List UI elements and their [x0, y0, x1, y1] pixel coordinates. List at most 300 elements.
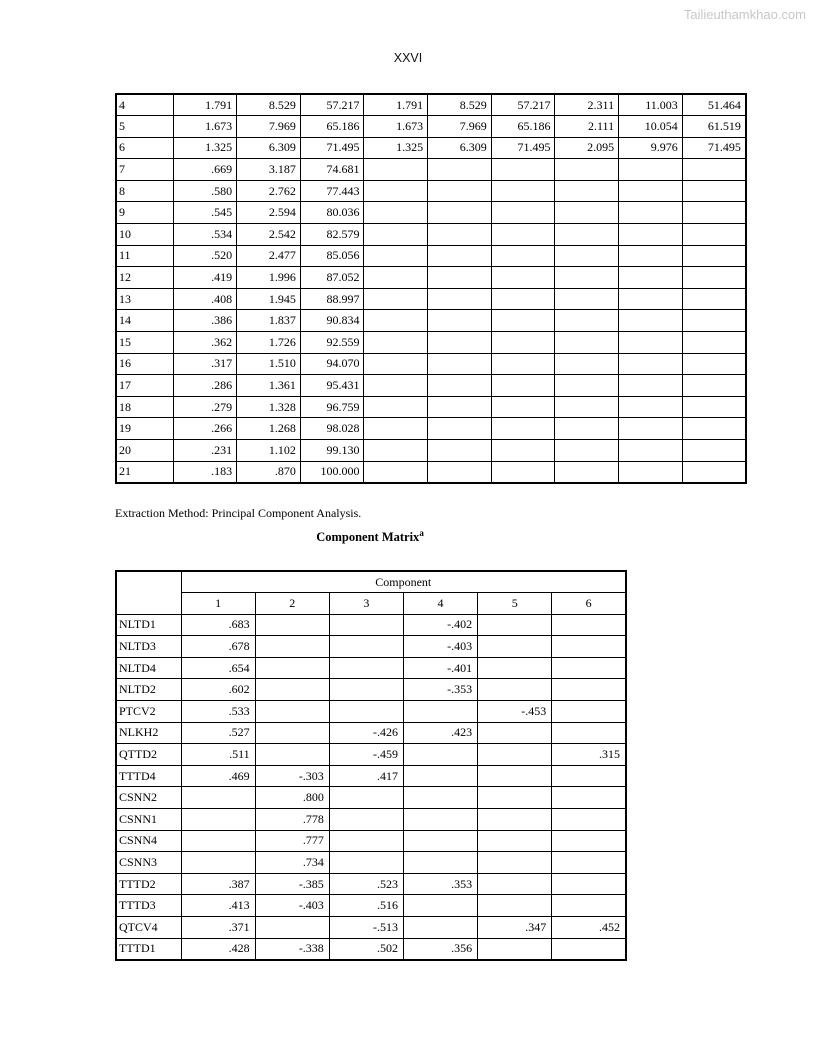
variance-value-cell	[491, 180, 555, 202]
variance-table-row	[116, 180, 746, 202]
variance-value-cell: 57.217	[300, 94, 364, 116]
loading-value-cell: .413	[181, 895, 255, 917]
loading-value-cell: .347	[478, 917, 552, 939]
loading-value-cell: -.402	[403, 614, 477, 636]
component-number-cell: 4	[116, 94, 173, 116]
variance-value-cell	[619, 396, 683, 418]
variance-value-cell: 100.000	[300, 461, 364, 483]
loading-value-cell: .423	[403, 722, 477, 744]
loading-value-cell	[255, 744, 329, 766]
variance-value-cell	[619, 288, 683, 310]
variance-value-cell: 51.464	[682, 94, 746, 116]
variance-value-cell: 7.969	[237, 116, 301, 138]
loading-value-cell: .777	[255, 830, 329, 852]
loading-value-cell: .516	[329, 895, 403, 917]
loading-value-cell	[255, 917, 329, 939]
variable-label-cell: TTTD2	[116, 873, 181, 895]
variance-value-cell: 90.834	[300, 310, 364, 332]
variance-value-cell	[364, 245, 428, 267]
variance-value-cell	[491, 159, 555, 181]
component-number-cell: 21	[116, 461, 173, 483]
variance-value-cell	[555, 332, 619, 354]
variance-value-cell: 95.431	[300, 375, 364, 397]
component-number-cell: 8	[116, 180, 173, 202]
variance-value-cell: 1.791	[364, 94, 428, 116]
loading-value-cell	[478, 722, 552, 744]
component-matrix-row	[116, 679, 626, 701]
variance-value-cell: 1.837	[237, 310, 301, 332]
variance-value-cell	[555, 396, 619, 418]
loading-value-cell	[181, 809, 255, 831]
loading-value-cell	[255, 614, 329, 636]
loading-value-cell	[403, 852, 477, 874]
variance-value-cell: 1.325	[364, 137, 428, 159]
loading-value-cell: -.403	[255, 895, 329, 917]
variable-label-cell: CSNN3	[116, 852, 181, 874]
variance-value-cell	[619, 180, 683, 202]
variance-value-cell	[364, 159, 428, 181]
variance-value-cell	[682, 180, 746, 202]
variance-value-cell	[491, 202, 555, 224]
corner-cell	[116, 571, 181, 614]
loading-value-cell	[403, 830, 477, 852]
variance-value-cell	[555, 245, 619, 267]
loading-value-cell: .502	[329, 938, 403, 960]
loading-value-cell	[403, 744, 477, 766]
variable-label-cell: TTTD3	[116, 895, 181, 917]
loading-value-cell: -.353	[403, 679, 477, 701]
variance-value-cell	[619, 332, 683, 354]
loading-value-cell	[403, 917, 477, 939]
variance-value-cell: .279	[173, 396, 237, 418]
variable-label-cell: PTCV2	[116, 701, 181, 723]
loading-value-cell: -.513	[329, 917, 403, 939]
variance-value-cell	[364, 288, 428, 310]
loading-value-cell	[478, 614, 552, 636]
loading-value-cell	[329, 679, 403, 701]
variable-label-cell: CSNN2	[116, 787, 181, 809]
variance-value-cell	[619, 440, 683, 462]
variance-value-cell	[364, 440, 428, 462]
variance-value-cell	[364, 418, 428, 440]
column-header-cell: 5	[478, 593, 552, 615]
variable-label-cell: QTTD2	[116, 744, 181, 766]
variance-value-cell	[682, 202, 746, 224]
component-number-cell: 18	[116, 396, 173, 418]
variance-value-cell: 88.997	[300, 288, 364, 310]
variance-value-cell	[555, 375, 619, 397]
variance-value-cell: 6.309	[428, 137, 492, 159]
loading-value-cell	[329, 852, 403, 874]
component-number-cell: 5	[116, 116, 173, 138]
variance-value-cell	[619, 461, 683, 483]
variance-value-cell	[619, 267, 683, 289]
loading-value-cell: .602	[181, 679, 255, 701]
loading-value-cell	[329, 636, 403, 658]
variable-label-cell: NLTD4	[116, 657, 181, 679]
variance-value-cell: 2.095	[555, 137, 619, 159]
variance-value-cell	[364, 353, 428, 375]
variance-value-cell: 85.056	[300, 245, 364, 267]
variance-value-cell: .408	[173, 288, 237, 310]
variance-value-cell: .386	[173, 310, 237, 332]
variance-value-cell	[619, 245, 683, 267]
variance-value-cell: 80.036	[300, 202, 364, 224]
column-header-cell: 4	[403, 593, 477, 615]
loading-value-cell	[478, 895, 552, 917]
component-number-cell: 20	[116, 440, 173, 462]
loading-value-cell	[552, 895, 626, 917]
variance-value-cell	[364, 375, 428, 397]
variable-label-cell: NLKH2	[116, 722, 181, 744]
variance-value-cell: 2.594	[237, 202, 301, 224]
loading-value-cell	[329, 614, 403, 636]
loading-value-cell	[552, 787, 626, 809]
loading-value-cell: .734	[255, 852, 329, 874]
variance-value-cell: .362	[173, 332, 237, 354]
variance-value-cell	[555, 310, 619, 332]
variance-value-cell: .580	[173, 180, 237, 202]
component-matrix-row	[116, 722, 626, 744]
loading-value-cell	[552, 938, 626, 960]
variance-value-cell	[682, 288, 746, 310]
column-header-cell: 2	[255, 593, 329, 615]
variance-value-cell: 2.111	[555, 116, 619, 138]
component-number-cell: 15	[116, 332, 173, 354]
component-matrix-title-text: Component Matrix	[316, 530, 420, 545]
loading-value-cell: .417	[329, 765, 403, 787]
variance-value-cell	[682, 418, 746, 440]
loading-value-cell	[329, 809, 403, 831]
variance-value-cell	[364, 180, 428, 202]
column-header-cell: 3	[329, 593, 403, 615]
variance-value-cell: 1.268	[237, 418, 301, 440]
variable-label-cell: NLTD2	[116, 679, 181, 701]
loading-value-cell: .356	[403, 938, 477, 960]
loading-value-cell: -.459	[329, 744, 403, 766]
component-header-cell: Component	[181, 571, 626, 593]
variance-value-cell	[682, 353, 746, 375]
loading-value-cell	[478, 830, 552, 852]
variable-label-cell: CSNN4	[116, 830, 181, 852]
loading-value-cell: -.453	[478, 701, 552, 723]
variance-value-cell	[428, 224, 492, 246]
variance-value-cell	[555, 180, 619, 202]
variance-value-cell: 1.673	[364, 116, 428, 138]
variance-value-cell	[428, 245, 492, 267]
variance-value-cell	[428, 375, 492, 397]
variance-value-cell: .231	[173, 440, 237, 462]
page-number: XXVI	[393, 51, 423, 65]
variance-value-cell	[364, 461, 428, 483]
variance-value-cell	[428, 202, 492, 224]
variance-value-cell	[428, 288, 492, 310]
loading-value-cell	[478, 809, 552, 831]
variance-value-cell	[682, 267, 746, 289]
variance-value-cell	[491, 332, 555, 354]
variable-label-cell: TTTD4	[116, 765, 181, 787]
variance-value-cell	[619, 418, 683, 440]
variance-value-cell: 2.477	[237, 245, 301, 267]
variance-value-cell: .545	[173, 202, 237, 224]
loading-value-cell	[478, 787, 552, 809]
variance-value-cell	[555, 267, 619, 289]
loading-value-cell: .371	[181, 917, 255, 939]
loading-value-cell: -.303	[255, 765, 329, 787]
variance-value-cell	[682, 332, 746, 354]
variable-label-cell: NLTD1	[116, 614, 181, 636]
variable-label-cell: CSNN1	[116, 809, 181, 831]
column-header-cell: 1	[181, 593, 255, 615]
loading-value-cell	[478, 852, 552, 874]
variance-value-cell	[619, 159, 683, 181]
variance-value-cell	[364, 310, 428, 332]
component-number-cell: 10	[116, 224, 173, 246]
variance-value-cell: 1.673	[173, 116, 237, 138]
loading-value-cell	[478, 938, 552, 960]
variance-value-cell: 8.529	[237, 94, 301, 116]
variance-table-row	[116, 440, 746, 462]
variance-value-cell	[555, 353, 619, 375]
variance-value-cell	[682, 159, 746, 181]
loading-value-cell	[329, 830, 403, 852]
variance-value-cell	[428, 310, 492, 332]
column-header-cell: 6	[552, 593, 626, 615]
component-matrix-title-superscript: a	[419, 528, 424, 538]
variance-value-cell	[364, 267, 428, 289]
loading-value-cell	[403, 787, 477, 809]
loading-value-cell: -.403	[403, 636, 477, 658]
variance-value-cell: 77.443	[300, 180, 364, 202]
variance-value-cell: 7.969	[428, 116, 492, 138]
variance-value-cell: 94.070	[300, 353, 364, 375]
component-matrix-row	[116, 765, 626, 787]
variance-value-cell: 92.559	[300, 332, 364, 354]
variance-value-cell: 1.328	[237, 396, 301, 418]
loading-value-cell	[552, 765, 626, 787]
variance-value-cell	[428, 418, 492, 440]
loading-value-cell	[403, 895, 477, 917]
variance-value-cell	[364, 202, 428, 224]
loading-value-cell	[478, 744, 552, 766]
total-variance-explained-table	[115, 93, 747, 484]
variance-value-cell	[364, 332, 428, 354]
component-matrix-row	[116, 852, 626, 874]
component-matrix-title	[115, 528, 625, 545]
variance-table-row	[116, 288, 746, 310]
variance-value-cell	[682, 375, 746, 397]
variance-value-cell: 61.519	[682, 116, 746, 138]
variance-value-cell: 8.529	[428, 94, 492, 116]
loading-value-cell	[255, 657, 329, 679]
component-matrix-row	[116, 614, 626, 636]
loading-value-cell: -.401	[403, 657, 477, 679]
variance-table-row	[116, 224, 746, 246]
component-matrix-row	[116, 917, 626, 939]
component-number-cell: 13	[116, 288, 173, 310]
variance-value-cell	[364, 224, 428, 246]
variance-value-cell	[491, 418, 555, 440]
variance-table-row	[116, 245, 746, 267]
component-number-cell: 17	[116, 375, 173, 397]
loading-value-cell	[552, 873, 626, 895]
variance-value-cell	[682, 396, 746, 418]
loading-value-cell: .527	[181, 722, 255, 744]
variance-table-row	[116, 94, 746, 116]
loading-value-cell: .387	[181, 873, 255, 895]
variance-value-cell	[491, 375, 555, 397]
variance-value-cell: 2.542	[237, 224, 301, 246]
variance-value-cell: 3.187	[237, 159, 301, 181]
loading-value-cell	[329, 701, 403, 723]
variance-value-cell: 1.361	[237, 375, 301, 397]
variance-value-cell	[555, 418, 619, 440]
variance-value-cell	[682, 310, 746, 332]
variance-value-cell: 6.309	[237, 137, 301, 159]
variance-table-row	[116, 461, 746, 483]
variance-table-row	[116, 116, 746, 138]
component-number-cell: 11	[116, 245, 173, 267]
variance-value-cell: .419	[173, 267, 237, 289]
loading-value-cell	[403, 701, 477, 723]
variance-value-cell: .286	[173, 375, 237, 397]
component-number-cell: 16	[116, 353, 173, 375]
loading-value-cell	[478, 636, 552, 658]
loading-value-cell: .800	[255, 787, 329, 809]
variance-value-cell: .183	[173, 461, 237, 483]
variance-value-cell	[428, 440, 492, 462]
component-columns-row	[116, 593, 626, 615]
variance-value-cell: 10.054	[619, 116, 683, 138]
loading-value-cell	[552, 636, 626, 658]
variance-value-cell: 1.726	[237, 332, 301, 354]
variance-value-cell: 65.186	[491, 116, 555, 138]
variable-label-cell: TTTD1	[116, 938, 181, 960]
variance-table-row	[116, 202, 746, 224]
variance-value-cell: .669	[173, 159, 237, 181]
variance-value-cell	[619, 310, 683, 332]
variance-value-cell: 71.495	[491, 137, 555, 159]
variance-value-cell: 1.102	[237, 440, 301, 462]
variance-value-cell	[491, 224, 555, 246]
loading-value-cell	[403, 809, 477, 831]
variance-table-row	[116, 418, 746, 440]
loading-value-cell	[255, 701, 329, 723]
component-matrix-row	[116, 895, 626, 917]
loading-value-cell: .683	[181, 614, 255, 636]
variance-value-cell	[491, 440, 555, 462]
variance-value-cell	[491, 353, 555, 375]
variance-value-cell: 1.510	[237, 353, 301, 375]
component-matrix-row	[116, 873, 626, 895]
loading-value-cell	[181, 787, 255, 809]
variance-value-cell	[428, 396, 492, 418]
variance-value-cell	[491, 245, 555, 267]
component-number-cell: 9	[116, 202, 173, 224]
loading-value-cell: .678	[181, 636, 255, 658]
variance-value-cell	[555, 461, 619, 483]
component-matrix-row	[116, 744, 626, 766]
loading-value-cell	[255, 722, 329, 744]
variance-table-row	[116, 159, 746, 181]
loading-value-cell: -.385	[255, 873, 329, 895]
variance-table-row	[116, 332, 746, 354]
variance-value-cell: 71.495	[682, 137, 746, 159]
loading-value-cell	[478, 657, 552, 679]
variance-value-cell: 1.791	[173, 94, 237, 116]
variance-value-cell: 2.762	[237, 180, 301, 202]
loading-value-cell: .523	[329, 873, 403, 895]
variance-value-cell: 74.681	[300, 159, 364, 181]
component-matrix-row	[116, 938, 626, 960]
variable-label-cell: NLTD3	[116, 636, 181, 658]
variance-value-cell	[428, 180, 492, 202]
loading-value-cell: -.426	[329, 722, 403, 744]
loading-value-cell	[255, 636, 329, 658]
component-number-cell: 12	[116, 267, 173, 289]
variance-value-cell	[619, 375, 683, 397]
loading-value-cell	[255, 679, 329, 701]
variance-value-cell	[682, 245, 746, 267]
component-number-cell: 6	[116, 137, 173, 159]
variance-value-cell	[555, 224, 619, 246]
loading-value-cell	[552, 830, 626, 852]
extraction-method-note: Extraction Method: Principal Component Analysis.	[115, 506, 362, 520]
loading-value-cell: .353	[403, 873, 477, 895]
variance-value-cell: 99.130	[300, 440, 364, 462]
variance-value-cell	[428, 267, 492, 289]
loading-value-cell: .533	[181, 701, 255, 723]
component-matrix-row	[116, 701, 626, 723]
loading-value-cell	[552, 852, 626, 874]
loading-value-cell: .469	[181, 765, 255, 787]
variance-table-row	[116, 267, 746, 289]
loading-value-cell: .511	[181, 744, 255, 766]
component-matrix-row	[116, 830, 626, 852]
component-matrix-row	[116, 787, 626, 809]
variance-value-cell	[428, 159, 492, 181]
loading-value-cell	[552, 614, 626, 636]
variance-value-cell	[555, 202, 619, 224]
loading-value-cell: .452	[552, 917, 626, 939]
watermark: Tailieuthamkhao.com	[683, 7, 806, 22]
variance-table-row	[116, 396, 746, 418]
loading-value-cell	[552, 722, 626, 744]
variance-value-cell	[491, 267, 555, 289]
loading-value-cell	[552, 809, 626, 831]
variance-value-cell: 82.579	[300, 224, 364, 246]
variance-value-cell: 98.028	[300, 418, 364, 440]
variance-value-cell	[619, 353, 683, 375]
variance-value-cell: 1.945	[237, 288, 301, 310]
variance-value-cell: 2.311	[555, 94, 619, 116]
variance-value-cell	[555, 440, 619, 462]
variance-value-cell	[555, 159, 619, 181]
variance-value-cell	[428, 461, 492, 483]
loading-value-cell: .778	[255, 809, 329, 831]
variance-value-cell	[428, 353, 492, 375]
variance-value-cell: 87.052	[300, 267, 364, 289]
variance-value-cell: 11.003	[619, 94, 683, 116]
loading-value-cell	[403, 765, 477, 787]
variance-table-row	[116, 375, 746, 397]
variance-value-cell	[682, 461, 746, 483]
loading-value-cell	[478, 679, 552, 701]
variance-value-cell: 9.976	[619, 137, 683, 159]
variance-value-cell: 65.186	[300, 116, 364, 138]
variance-value-cell: 96.759	[300, 396, 364, 418]
variance-value-cell: 57.217	[491, 94, 555, 116]
